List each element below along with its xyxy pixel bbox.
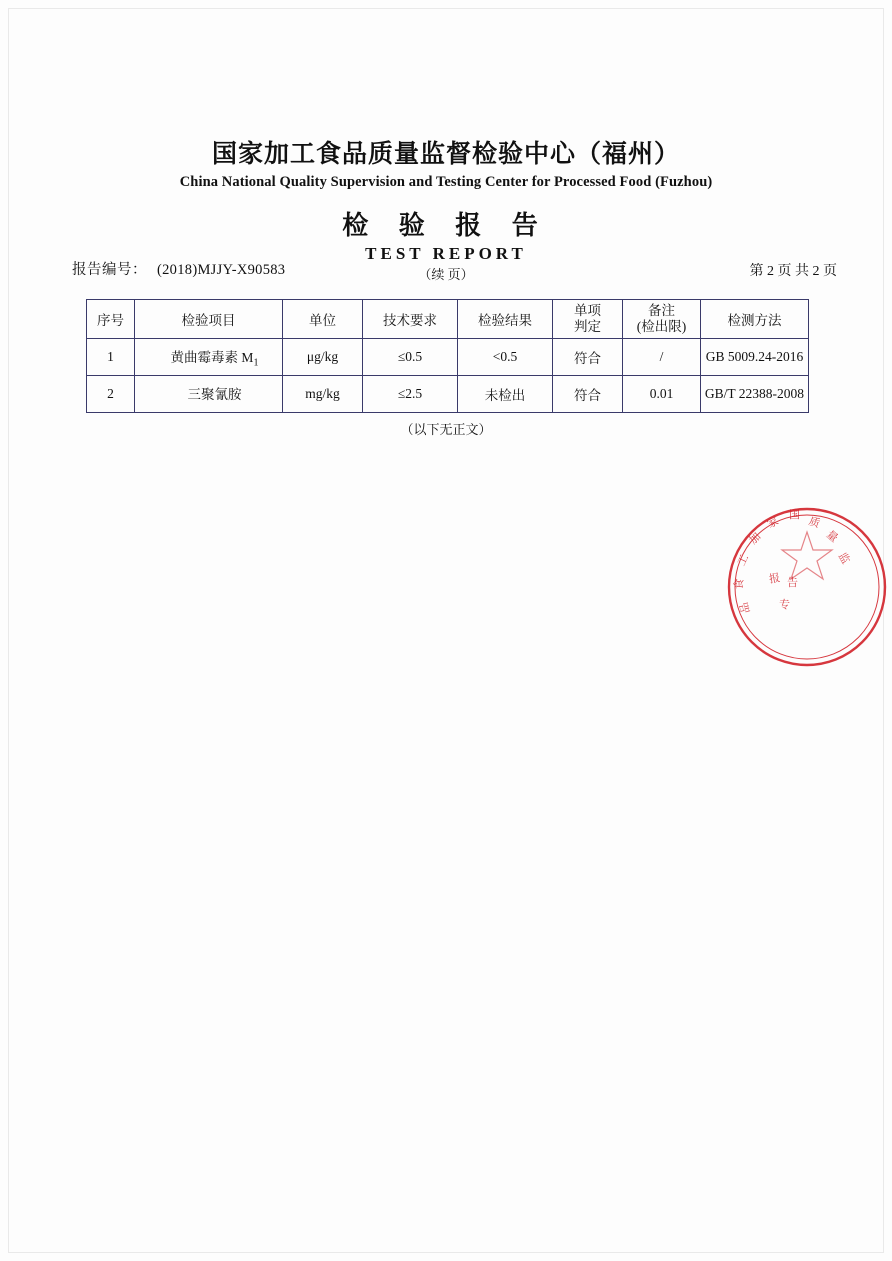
report-number-label: 报告编号： [72,262,147,278]
cell-result: 未检出 [458,376,553,413]
report-meta-row [0,258,892,280]
cell-item-subscript: 1 [253,357,259,369]
cell-item [135,339,283,376]
cell-item [135,376,283,413]
cell-requirement: ≤0.5 [363,339,458,376]
official-seal-characters: 国 家 加 工 食 品 质 量 监 报 告 专 [733,509,852,615]
cell-unit: mg/kg [283,376,363,413]
column-header-seq: 序号 [87,300,135,339]
cell-seq: 1 [87,339,135,376]
cell-seq: 2 [87,376,135,413]
column-header-result: 检验结果 [458,300,553,339]
page-indicator: 第 2 页 共 2 页 [749,264,837,279]
document-title-en: TEST REPORT [365,244,527,263]
document-title-cn: 检 验 报 告 [342,211,550,240]
cell-note: 0.01 [623,376,701,413]
column-header-unit: 单位 [283,300,363,339]
no-further-text-note: （以下无正文） [400,422,492,437]
column-header-note-line1: 备注 [648,303,675,319]
column-header-judgement-line1: 单项 [574,303,601,319]
column-header-judgement [553,300,623,339]
column-header-judgement-line2: 判定 [574,319,601,334]
column-header-item: 检验项目 [135,300,283,339]
table-header-row [87,300,809,339]
report-number-value: (2018)MJJY-X90583 [157,262,286,278]
continued-page-label: （续 页） [418,267,474,282]
report-header [0,140,892,264]
organization-name-cn: 国家加工食品质量监督检验中心（福州） [211,141,680,168]
cell-note: / [623,339,701,376]
column-header-note-line2: (检出限) [636,319,687,334]
cell-judgement: 符合 [553,339,623,376]
cell-judgement: 符合 [553,376,623,413]
table-row [87,339,809,376]
organization-name-en: China National Quality Supervision and Testing Center for Processed Food (Fuzhou) [179,174,713,190]
column-header-requirement: 技术要求 [363,300,458,339]
cell-item-text: 黄曲霉毒素 M [170,349,254,365]
column-header-note [623,300,701,339]
test-results-table [86,299,809,413]
table-row [87,376,809,413]
cell-item-text: 三聚氰胺 [187,386,242,402]
cell-unit: μg/kg [283,339,363,376]
column-header-method: 检测方法 [701,300,809,339]
cell-result: <0.5 [458,339,553,376]
cell-method: GB/T 22388-2008 [701,376,809,413]
cell-method: GB 5009.24-2016 [701,339,809,376]
cell-requirement: ≤2.5 [363,376,458,413]
